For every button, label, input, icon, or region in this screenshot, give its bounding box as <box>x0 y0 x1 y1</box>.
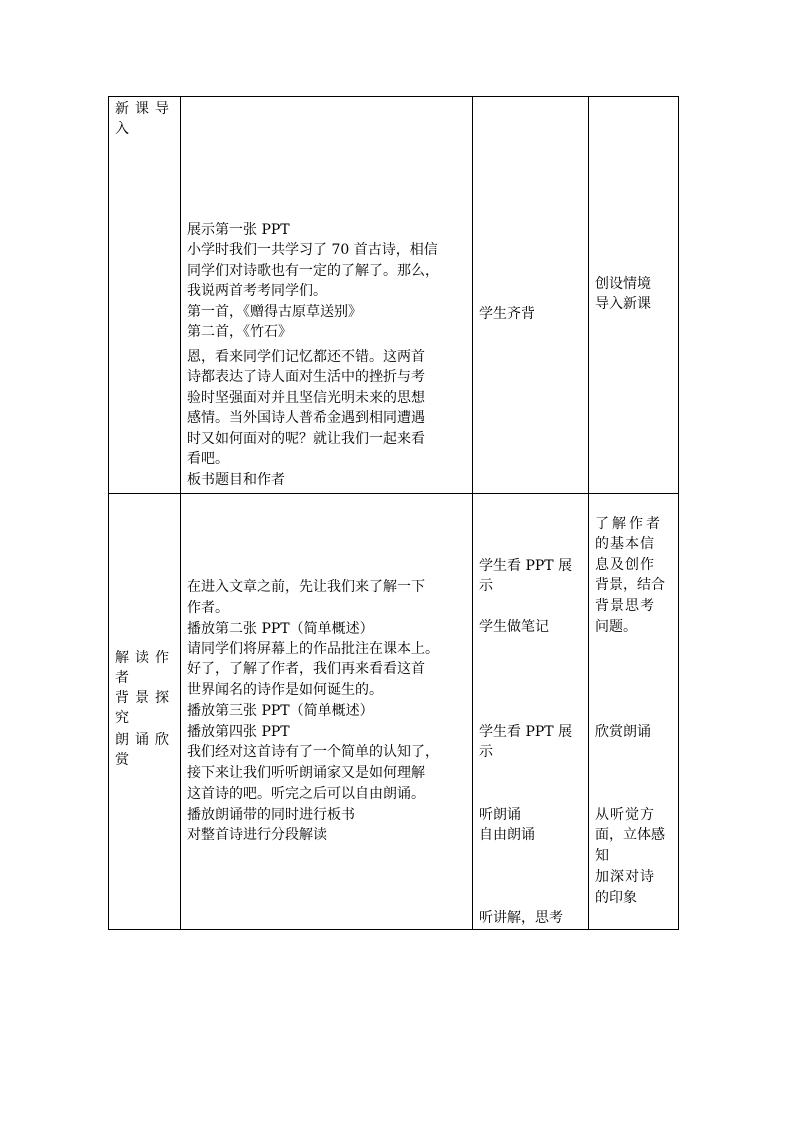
teacher-text: 我说两首考考同学们。 <box>187 283 327 299</box>
stage-text: 者 <box>115 670 135 686</box>
student-text: 听朗诵 <box>479 807 521 823</box>
student-text: 示 <box>479 744 493 760</box>
teacher-text: 世界闻名的诗作是如何诞生的。 <box>187 682 383 698</box>
stage-cell <box>109 97 181 494</box>
lesson-plan-table <box>108 96 679 930</box>
teacher-text: 第一首，《赠得古原草送别》 <box>187 304 362 320</box>
stage-text: 朗诵欣 <box>115 732 175 748</box>
teacher-text: 播放第三张 PPT（简单概述） <box>187 703 374 719</box>
design-intent-cell <box>589 97 679 494</box>
design-intent-cell <box>589 494 679 930</box>
intent-text: 问题。 <box>595 619 637 635</box>
teacher-text: 在进入文章之前，先让我们来了解一下 <box>187 579 425 595</box>
table-row <box>109 97 679 494</box>
teacher-text: 接下来让我们听听朗诵家又是如何理解 <box>187 765 425 781</box>
intent-text: 欣赏朗诵 <box>595 724 651 740</box>
student-text: 学生做笔记 <box>479 619 549 635</box>
student-text: 听讲解，思考 <box>479 910 563 926</box>
stage-text: 背景探 <box>115 690 175 706</box>
student-text: 学生看 PPT 展 <box>479 558 573 574</box>
teacher-text: 诗都表达了诗人面对生活中的挫折与考 <box>187 369 425 385</box>
intent-text: 了解作者 <box>595 516 663 532</box>
table-row <box>109 494 679 930</box>
teacher-text: 板书题目和作者 <box>187 472 285 488</box>
teacher-text: 时又如何面对的呢？就让我们一起来看 <box>187 431 425 447</box>
stage-text: 赏 <box>115 752 135 768</box>
intent-text: 导入新课 <box>595 296 651 312</box>
student-text: 学生齐背 <box>479 306 535 322</box>
teacher-activity-cell <box>181 97 473 494</box>
student-text: 学生看 PPT 展 <box>479 724 573 740</box>
stage-text: 入 <box>115 121 135 137</box>
student-activity-cell <box>473 97 589 494</box>
teacher-text: 播放朗诵带的同时进行板书 <box>187 807 355 823</box>
student-text: 自由朗诵 <box>479 827 535 843</box>
teacher-text: 我们经对这首诗有了一个简单的认知了， <box>187 744 439 760</box>
teacher-text: 恩，看来同学们记忆都还不错。这两首 <box>187 349 425 365</box>
teacher-text: 好了，了解了作者，我们再来看看这首 <box>187 661 425 677</box>
intent-text: 的基本信 <box>595 536 655 552</box>
teacher-text: 请同学们将屏幕上的作品批注在课本上。 <box>187 641 439 657</box>
intent-text: 加深对诗 <box>595 869 655 885</box>
teacher-text: 同学们对诗歌也有一定的了解了。那么， <box>187 263 439 279</box>
intent-text: 面，立体感 <box>595 827 665 843</box>
intent-text: 息及创作 <box>595 557 655 573</box>
intent-text: 知 <box>595 848 609 864</box>
teacher-text: 看吧。 <box>187 451 229 467</box>
teacher-text: 验时坚强面对并且坚信光明未来的思想 <box>187 390 425 406</box>
stage-text: 解读作 <box>115 650 175 666</box>
intent-text: 背景，结合 <box>595 577 665 593</box>
stage-text: 究 <box>115 710 135 726</box>
intent-text: 背景思考 <box>595 598 655 614</box>
teacher-text: 这首诗的吧。听完之后可以自由朗诵。 <box>187 786 425 802</box>
teacher-text: 展示第一张 PPT <box>187 222 290 238</box>
student-activity-cell <box>473 494 589 930</box>
teacher-text: 作者。 <box>187 600 229 616</box>
stage-cell <box>109 494 181 930</box>
intent-text: 的印象 <box>595 890 637 906</box>
teacher-text: 播放第二张 PPT（简单概述） <box>187 621 374 637</box>
teacher-text: 对整首诗进行分段解读 <box>187 827 327 843</box>
teacher-text: 播放第四张 PPT <box>187 724 290 740</box>
teacher-activity-cell <box>181 494 473 930</box>
stage-text: 新课导 <box>115 101 175 117</box>
intent-text: 从听觉方 <box>595 807 655 823</box>
teacher-text: 感情。当外国诗人普希金遇到相同遭遇 <box>187 410 425 426</box>
teacher-text: 第二首，《竹石》 <box>187 324 292 340</box>
intent-text: 创设情境 <box>595 276 651 292</box>
student-text: 示 <box>479 578 493 594</box>
teacher-text: 小学时我们一共学习了 70 首古诗，相信 <box>187 242 438 258</box>
